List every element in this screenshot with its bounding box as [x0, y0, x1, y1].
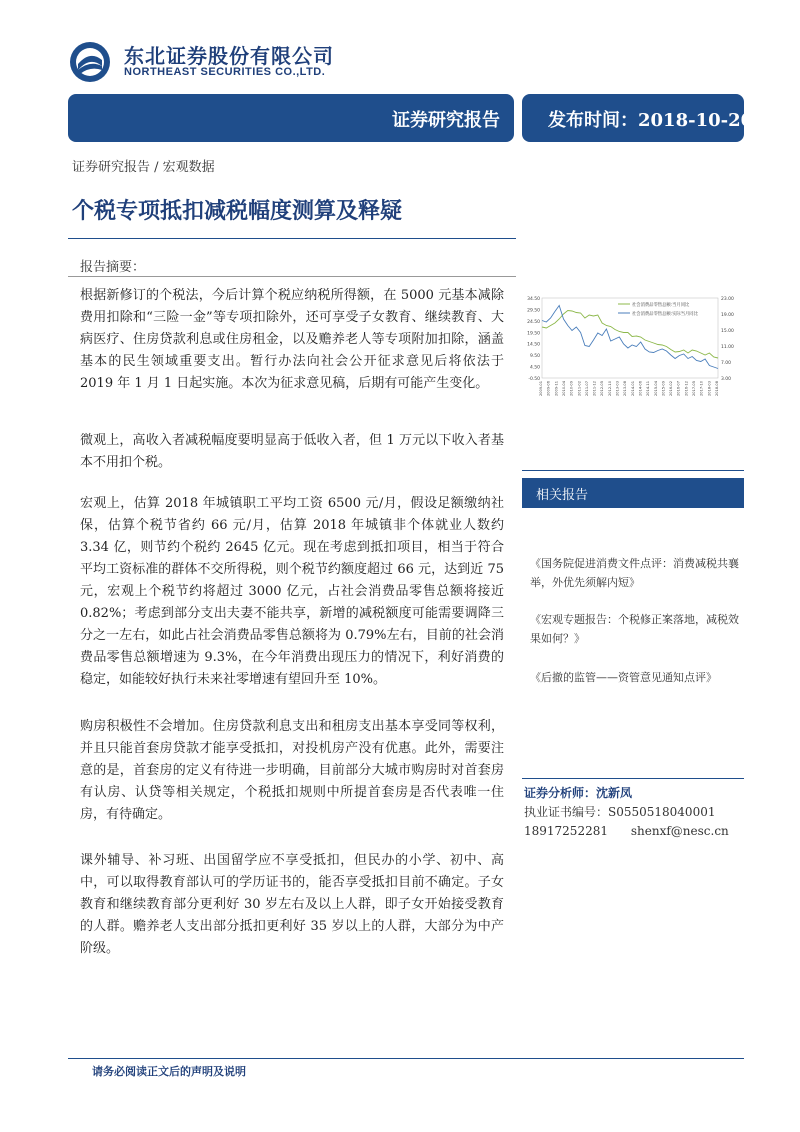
analyst-phone: 18917252281 [524, 824, 608, 838]
chart-left-tick-label: 9.50 [529, 354, 540, 360]
chart-left-tick-label: 4.50 [529, 365, 540, 371]
chart-x-tick-label: 2018-03 [707, 381, 712, 397]
title-divider [68, 238, 516, 239]
company-logo-icon [68, 40, 112, 84]
analyst-info [524, 784, 729, 841]
chart-x-tick-label: 2009-01 [539, 381, 543, 397]
chart-x-tick-label: 2016-07 [676, 381, 681, 397]
chart-x-tick-label: 2011-02 [577, 381, 582, 397]
chart-x-tick-label: 2016-12 [684, 381, 689, 397]
footer-disclaimer[interactable]: 请务必阅读正文后的声明及说明 [92, 1065, 246, 1078]
related-report-link[interactable]: 《国务院促进消费文件点评：消费减税共襄举，外优先须解内短》 [530, 557, 739, 589]
chart-x-tick-label: 2014-01 [630, 381, 635, 397]
chart-x-tick-label: 2010-04 [561, 381, 566, 397]
chart-right-tick-label: 7.00 [721, 361, 732, 366]
chart-series-line [542, 311, 718, 359]
chart-right-tick-label: 19.00 [721, 313, 734, 318]
chart-x-tick-label: 2014-11 [646, 381, 651, 397]
footer-divider [68, 1058, 744, 1059]
chart-x-tick-label: 2015-04 [653, 381, 658, 397]
chart-left-tick-label: 29.50 [527, 308, 540, 314]
chart-legend-label: 社会消费品零售总额:当月同比 [632, 302, 690, 308]
chart-x-tick-label: 2012-05 [600, 381, 605, 397]
breadcrumb: 证券研究报告 / 宏观数据 [72, 160, 215, 175]
summary-label: 报告摘要： [80, 260, 146, 275]
chart-plot-area [542, 298, 718, 378]
company-name-en: NORTHEAST SECURITIES CO.,LTD. [124, 66, 326, 78]
related-report-link[interactable]: 《后撤的监管——资管意见通知点评》 [530, 671, 717, 684]
chart-x-tick-label: 2017-05 [692, 381, 697, 397]
analyst-cert: 执业证书编号：S0550518040001 [524, 805, 716, 819]
chart-left-tick-label: -0.50 [528, 377, 540, 382]
chart-right-tick-label: 23.00 [721, 297, 734, 302]
company-name-cn: 东北证券股份有限公司 [124, 44, 334, 68]
chart-x-tick-label: 2016-02 [669, 381, 674, 397]
chart-x-tick-label: 2017-10 [699, 381, 704, 397]
related-report-link[interactable]: 《宏观专题报告：个税修正案落地，减税效果如何？》 [530, 613, 739, 645]
chart-x-tick-label: 2009-11 [554, 381, 559, 397]
chart-right-tick-label: 3.00 [721, 377, 732, 382]
chart-x-tick-label: 2009-06 [546, 381, 551, 397]
report-type-label: 证券研究报告 [392, 110, 500, 131]
chart-x-tick-label: 2012-10 [607, 381, 612, 397]
chart-left-tick-label: 24.50 [527, 319, 540, 325]
related-divider [522, 470, 744, 471]
analyst-email[interactable]: shenxf@nesc.cn [630, 824, 729, 838]
chart-right-tick-label: 15.00 [721, 329, 734, 334]
chart-right-tick-label: 11.00 [721, 345, 734, 350]
chart-x-tick-label: 2013-03 [615, 381, 620, 397]
chart-left-tick-label: 34.50 [527, 297, 540, 302]
analyst-label: 证券分析师： [524, 786, 597, 800]
chart-x-tick-label: 2013-08 [623, 381, 628, 397]
summary-paragraph-5: 课外辅导、补习班、出国留学应不享受抵扣，但民办的小学、初中、高中，可以取得教育部认可的学历证书的，能否享受抵扣目前不确定。子女教育和继续教育部分更利好 30 岁左右及以上人群，即子女开始接受教育的人群。赡养老人支出部分抵扣更利好 35 岁以上的人群，大部分为中产阶级。 [80, 853, 504, 956]
publish-date: 发布时间：2018-10-20 [548, 110, 754, 131]
summary-paragraph-3: 宏观上，估算 2018 年城镇职工平均工资 6500 元/月，假设足额缴纳社保，估算个税节省约 66 元/月，估算 2018 年城镇非个体就业人数约 3.34 亿，则节约个税约 2645 亿元。现在考虑到抵扣项目，相当于符合平均工资标准的群体不交所得税，则个税节约额度超过 66 元，达到近 75 元，宏观上个税节约将超过 3000 亿元，占社会消费品零售总额将接近 0.82%；考虑到部分支出夫妻不能共享，新增的减税额度可能需要调降三分之一左右，如此占社会消费品零售总额将为 0.79%左右，目前的社会消费品零售总额增速为 9.3%，在今年消费出现压力的情况下，利好消费的稳定，如能较好执行未来社零增速有望回升至 10%。 [80, 496, 504, 687]
related-reports-title: 相关报告 [536, 488, 589, 503]
publish-date-banner [522, 94, 754, 142]
chart-x-tick-label: 2011-12 [592, 381, 597, 397]
analyst-name: 沈新凤 [596, 786, 633, 800]
page-title: 个税专项抵扣减税幅度测算及释疑 [72, 198, 403, 224]
retail-sales-chart [522, 294, 744, 408]
chart-x-tick-label: 2015-09 [661, 381, 666, 397]
chart-legend-label: 社会消费品零售总额:实际当月同比 [632, 311, 698, 317]
summary-divider [68, 276, 516, 277]
analyst-divider [522, 778, 744, 779]
chart-left-tick-label: 19.50 [527, 331, 540, 337]
summary-paragraph-1: 根据新修订的个税法，今后计算个税应纳税所得额，在 5000 元基本减除费用扣除和“三险一金”等专项扣除外，还可享受子女教育、继续教育、大病医疗、住房贷款利息或住房租金，以及赡养老人等专项附加扣除，涵盖基本的民生领域重要支出。暂行办法向社会公开征求意见后将依法于 2019 年 1 月 1 日起实施。本次为征求意见稿，后期有可能产生变化。 [80, 288, 504, 391]
chart-x-tick-label: 2014-06 [638, 381, 643, 397]
chart-x-tick-label: 2018-08 [715, 381, 719, 397]
report-type-banner [68, 94, 514, 142]
summary-paragraph-2: 微观上，高收入者减税幅度要明显高于低收入者，但 1 万元以下收入者基本不用扣个税。 [80, 433, 504, 470]
chart-x-tick-label: 2011-07 [584, 381, 589, 397]
chart-left-tick-label: 14.50 [527, 342, 540, 348]
chart-x-tick-label: 2010-09 [569, 381, 574, 397]
summary-paragraph-4: 购房积极性不会增加。住房贷款利息支出和租房支出基本享受同等权利，并且只能首套房贷款才能享受抵扣，对投机房产没有优惠。此外，需要注意的是，首套房的定义有待进一步明确，目前部分大城市购房时对首套房有认房、认贷等相关规定，个税抵扣规则中所提首套房是否代表唯一住房，有待确定。 [80, 719, 504, 822]
related-reports-header [522, 478, 744, 508]
